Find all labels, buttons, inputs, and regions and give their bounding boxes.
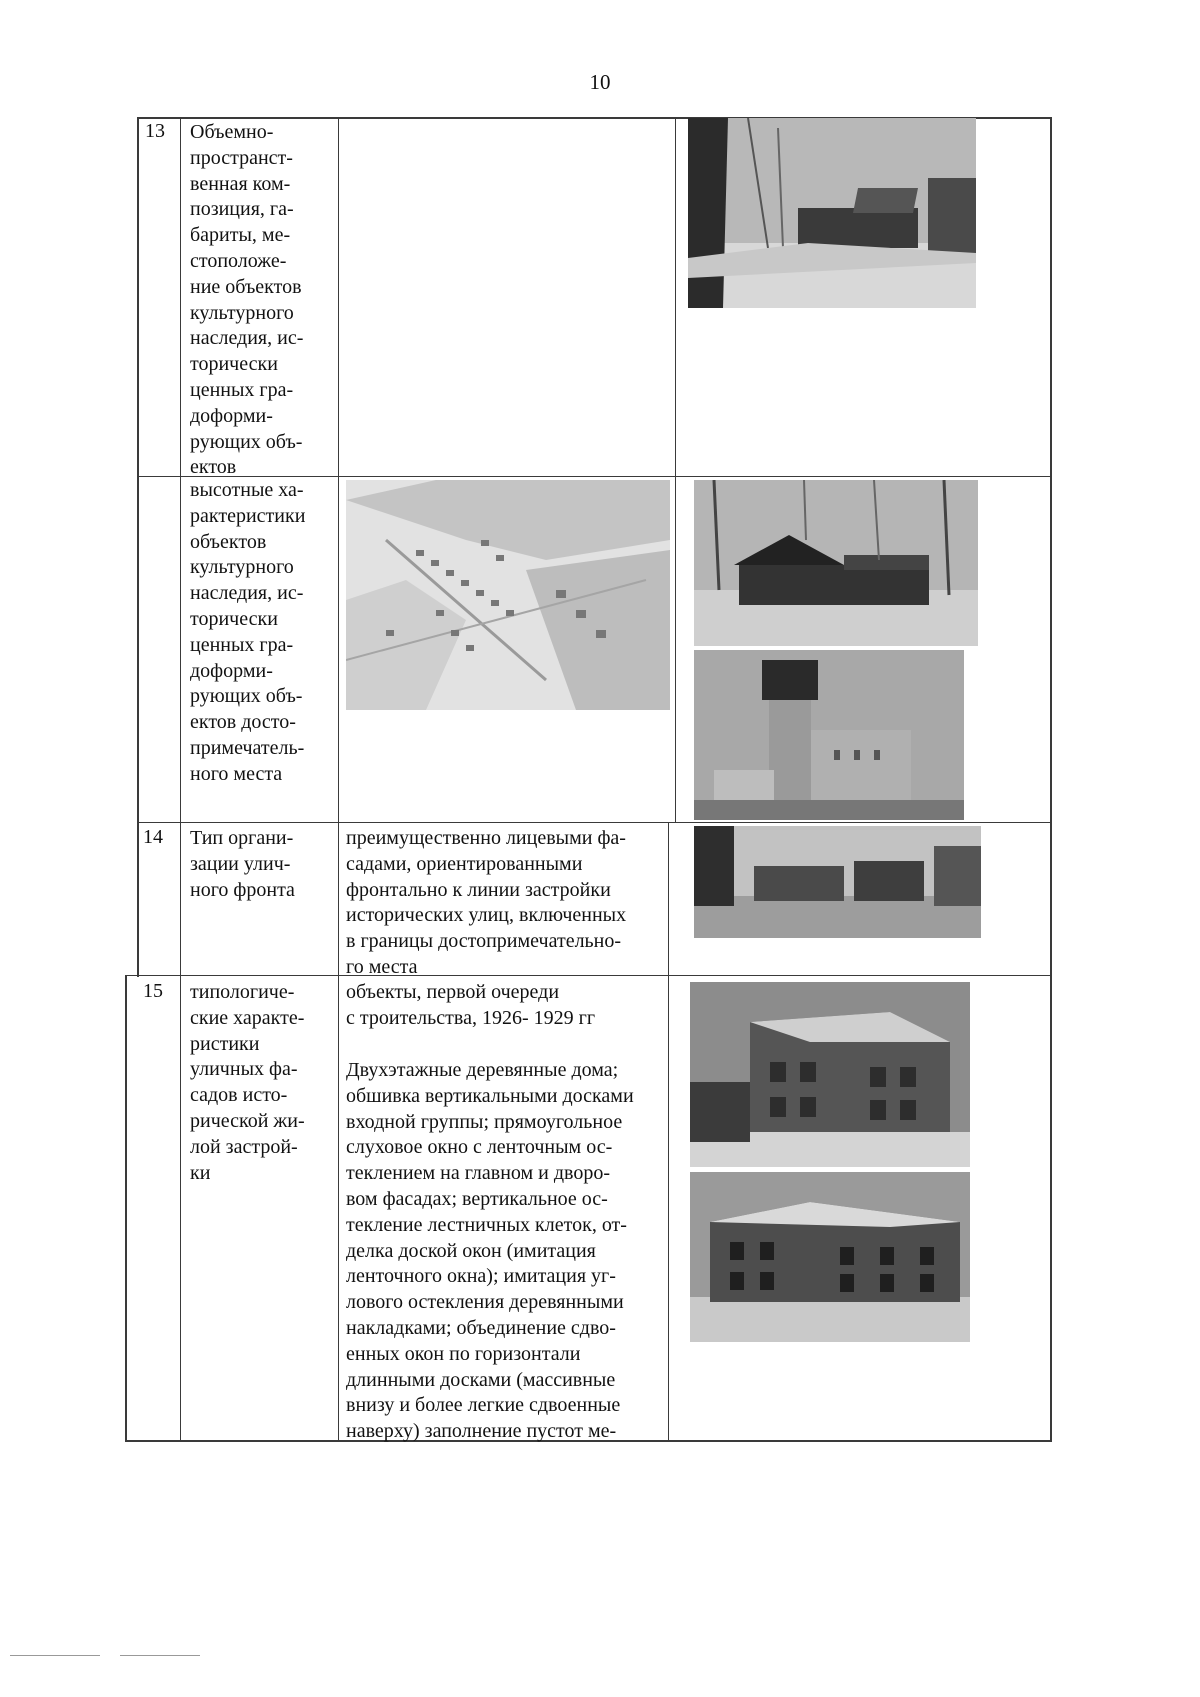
- two-storey-house-photo: [690, 982, 970, 1167]
- street-front-photo: [694, 826, 981, 938]
- col-separator: [180, 117, 181, 1442]
- wooden-house-photo: [694, 480, 978, 646]
- house-in-snow-photo: [690, 1172, 970, 1342]
- row-15-number: 15: [143, 980, 163, 1002]
- row-15-description: Двухэтажные деревянные дома; обшивка вертикальными досками входной группы; прямоугольное слуховое окно с ленточным ос- теклением на главном и дворо- вом фасадах; вертикальное ос- текление лестничных клеток, от- делка доской окон (имитация ленточного окна); имитация уг- лового остекления деревянными накладками; объединение сдво- енных окон по горизонтали длинными досками (массивные внизу и более легкие сдвоенные наверху) заполнение пустот ме-: [346, 1059, 634, 1443]
- table-border-right: [1050, 117, 1052, 1442]
- table-border-left: [137, 117, 139, 977]
- scan-artifact-line: [10, 1655, 100, 1656]
- table-border-left-lower: [125, 975, 127, 1442]
- row-14-description: преимущественно лицевыми фа- садами, ориентированными фронтально к линии застройки исторических улиц, включенных в границы достопримечательно- го места: [346, 827, 627, 978]
- tower-building-photo: [694, 650, 964, 820]
- page-number: 10: [589, 70, 611, 94]
- row-15-description-intro: объекты, первой очереди с троительства, 1926- 1929 гг: [346, 981, 596, 1029]
- row-13-number: 13: [145, 120, 165, 142]
- row-13-name: Объемно- пространст- венная ком- позиция, га- бариты, ме- стоположе- ние объектов культурного наследия, ис- торически ценных гра- доформи- рующих объ- ектов: [190, 121, 304, 479]
- row-14-number: 14: [143, 826, 163, 848]
- row-13b-name: высотные ха- рактеристики объектов культурного наследия, ис- торически ценных гра- доформи- рующих объ- ектов досто- примечатель- ного места: [190, 479, 306, 785]
- scan-artifact-line: [120, 1655, 200, 1656]
- street-with-wooden-house-photo: [688, 118, 976, 308]
- row-14-name: Тип органи- зации улич- ного фронта: [190, 827, 295, 901]
- row-separator: [137, 822, 1052, 823]
- site-plan-map: [346, 480, 670, 710]
- col-separator: [338, 117, 339, 1442]
- col-separator: [668, 822, 669, 1442]
- row-15-name: типологиче- ские характе- ристики уличных фа- садов исто- рической жи- лой застрой- ки: [190, 981, 305, 1184]
- col-separator: [675, 117, 676, 822]
